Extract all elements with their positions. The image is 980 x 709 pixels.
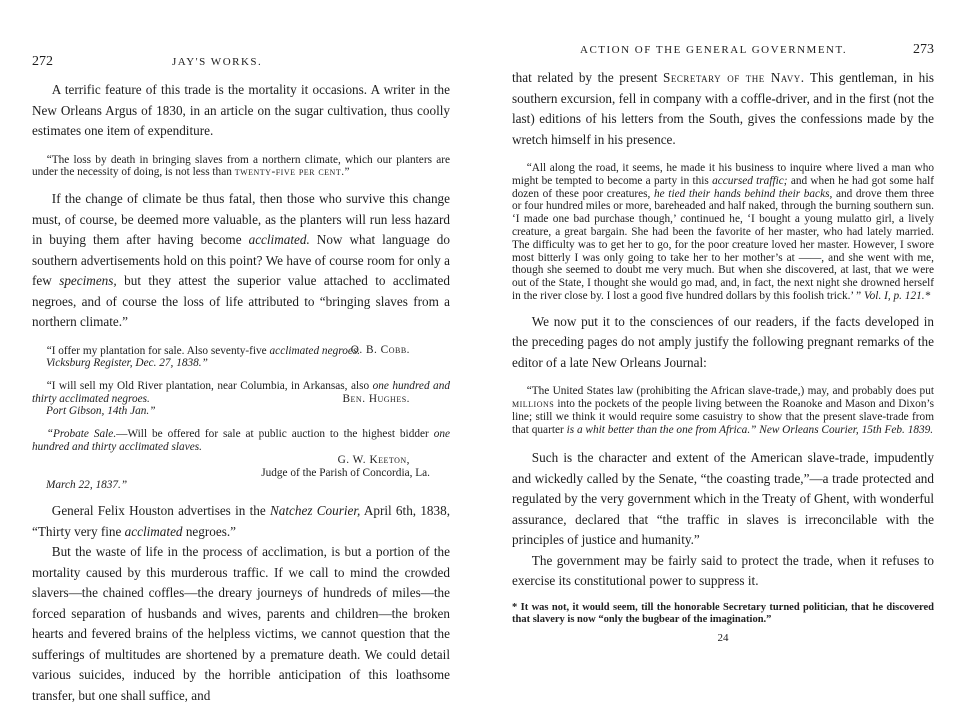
- text-span: General Felix Houston advertises in the: [51, 503, 266, 519]
- italic-span: acclimated: [124, 523, 183, 539]
- ad-source: Vicksburg Register, Dec. 27, 1838.”: [46, 357, 208, 370]
- quote-text: and drove them three or four hundred miles or more, bareheaded and half naked, through the burning southern sun. ‘I made one bad purchase though,’ continued he, ‘I bought a young mulatto girl, a lively creature, a great bargain. She had been the favorite of her master, who had lately married. The difficulty was to get her to go, for the poor creature loved her master. However, I swore most bitterly I was only going to take her to her mother’s at ——, and she went with me, though she seemed to doubt me very much. But when she discovered, at last, that we were out of the State, I thought she would go mad, and, in fact, the next night she drowned herself in the river close by. I lost a good five hundred dollars by this foolish trick.’ ”: [512, 187, 935, 302]
- block-quote: [512, 385, 934, 436]
- ad-signature: Ben. Hughes.: [342, 392, 410, 405]
- ad-italic: acclimated negroes.: [269, 344, 361, 357]
- ad-title: Judge of the Parish of Concordia, La.: [261, 466, 430, 479]
- advertisement: [32, 428, 450, 492]
- paragraph: [32, 189, 450, 333]
- quote-italic: accursed traffic;: [712, 174, 788, 187]
- text-span: that related by the present: [512, 70, 658, 85]
- paragraph: We now put it to the consciences of our readers, if the facts developed in the preceding pages do not amply justify the following pregnant remarks of the editor of a late New Orleans Journal:: [512, 313, 934, 370]
- italic-span: acclimated.: [248, 232, 310, 248]
- quote-italic: is a whit better than the one from Africa.: [566, 423, 751, 436]
- quote-reference: Vol. I, p. 121.*: [864, 289, 931, 302]
- quote-caps: millions: [512, 398, 555, 411]
- quote-italic: he tied their hands behind their backs,: [654, 187, 833, 200]
- text-span: This gentleman, in his southern excursion, fell in company with a coffle-driver, and in the first (not the last) editions of his letters from the South, gives the confessions made by the wretch himself in his presence.: [512, 70, 935, 147]
- text-span: Now what language do southern advertisements hold on this point? We have of course room for only a few: [32, 232, 450, 289]
- text-span: negroes.”: [185, 523, 236, 539]
- ad-text: “I will sell my Old River plantation, near Columbia, in Arkansas, also: [46, 379, 370, 392]
- paragraph: [32, 501, 450, 542]
- ad-italic: one hundred and thirty acclimated negroes.: [32, 379, 450, 405]
- advertisement: [32, 345, 450, 370]
- footnote: * It was not, it would seem, till the honorable Secretary turned politician, that he discovered that slavery is now “only the bugbear of the imagination.”: [512, 601, 934, 625]
- quote-text: and when he had got some half dozen of these poor creatures,: [512, 174, 935, 200]
- running-head: JAY'S WORKS.: [172, 56, 263, 68]
- quote-text: “The United States law (prohibiting the African slave-trade,) may, and probably does put: [526, 385, 934, 398]
- ad-date: March 22, 1837.”: [46, 479, 128, 492]
- block-quote: [32, 154, 450, 180]
- paragraph: The government may be fairly said to protect the trade, when it refuses to exercise its constitutional power to suppress it.: [512, 552, 934, 589]
- paragraph: Such is the character and extent of the American slave-trade, impudently and wickedly called by the Senate, “the coasting trade,”—a trade protected and regulated by the very government which in the Treaty of Ghent, with wonderful assurance, declared that “the traffic in slaves is irreconcilable with the principles of justice and humanity.”: [512, 450, 934, 548]
- left-page-header: [32, 44, 450, 70]
- advertisement: [32, 380, 450, 418]
- block-quote: [512, 162, 934, 303]
- right-page-header: [512, 38, 934, 64]
- ad-text: —Will be offered for sale at public auction to the highest bidder: [116, 428, 429, 441]
- running-head: ACTION OF THE GENERAL GOVERNMENT.: [580, 44, 848, 56]
- text-span: April 6th, 1838, “Thirty very fine: [32, 503, 451, 539]
- caps-span: Secretary of the Navy.: [663, 70, 805, 85]
- text-span: but they attest the superior value attached to acclimated negroes, and of course the loss of life attributed to “bringing slaves from a northern climate.”: [32, 273, 451, 330]
- page-number: 272: [32, 54, 53, 69]
- signature-mark: 24: [717, 631, 729, 644]
- ad-source: Port Gibson, 14th Jan.”: [46, 405, 156, 418]
- ad-signature: G. W. Keeton,: [337, 453, 410, 466]
- ad-italic: “Probate Sale.: [46, 428, 117, 441]
- italic-span: Natchez Courier,: [269, 503, 361, 519]
- quote-text: “All along the road, it seems, he made it his business to inquire where lived a man who might be tempted to become a party in this: [512, 162, 934, 187]
- page-number: 273: [913, 42, 934, 57]
- quote-text: “The loss by death in bringing slaves from a northern climate, which our planters are under the necessity of doing, is not less than: [32, 153, 450, 179]
- ad-italic: one hundred and thirty acclimated slaves.: [32, 428, 451, 453]
- quote-text: into the pockets of the people living between the Roanoke and Mason and Dixon’s line; still we think it would require some casuistry to show that the present slave-trade from that quarter: [512, 398, 934, 436]
- ad-text: “I offer my plantation for sale. Also seventy-five: [46, 344, 267, 357]
- ad-signature: O. B. Cobb.: [350, 344, 410, 357]
- right-page: [490, 0, 980, 709]
- paragraph: [512, 68, 934, 150]
- quote-caps: twenty-five per cent.”: [234, 166, 351, 179]
- italic-span: specimens,: [59, 273, 117, 289]
- quote-source: ” New Orleans Courier, 15th Feb. 1839.: [750, 423, 934, 436]
- paragraph: But the waste of life in the process of acclimation, is but a portion of the mortality caused by this murderous traffic. If we call to mind the crowded slavers—the chained coffles—the dreary journeys of hundreds of miles—the forced separation of husbands and wives, parents and children—the broken hearts and fevered brains of the helpless victims, we cannot question that the sufferings of multitudes are shortened by a premature death. We could detail various suicides, induced by the horrible anticipation of this loathsome transfer, but one shall suffice, and: [32, 544, 450, 703]
- paragraph: A terrific feature of this trade is the mortality it occasions. A writer in the New Orleans Argus of 1830, in an article on the sugar cultivation, thus coolly estimates one item of expenditure.: [32, 82, 450, 138]
- text-span: If the change of climate be thus fatal, then those who survive this change must, of course, be deemed more valuable, as the planters will run less hazard in buying them after having become: [32, 191, 450, 248]
